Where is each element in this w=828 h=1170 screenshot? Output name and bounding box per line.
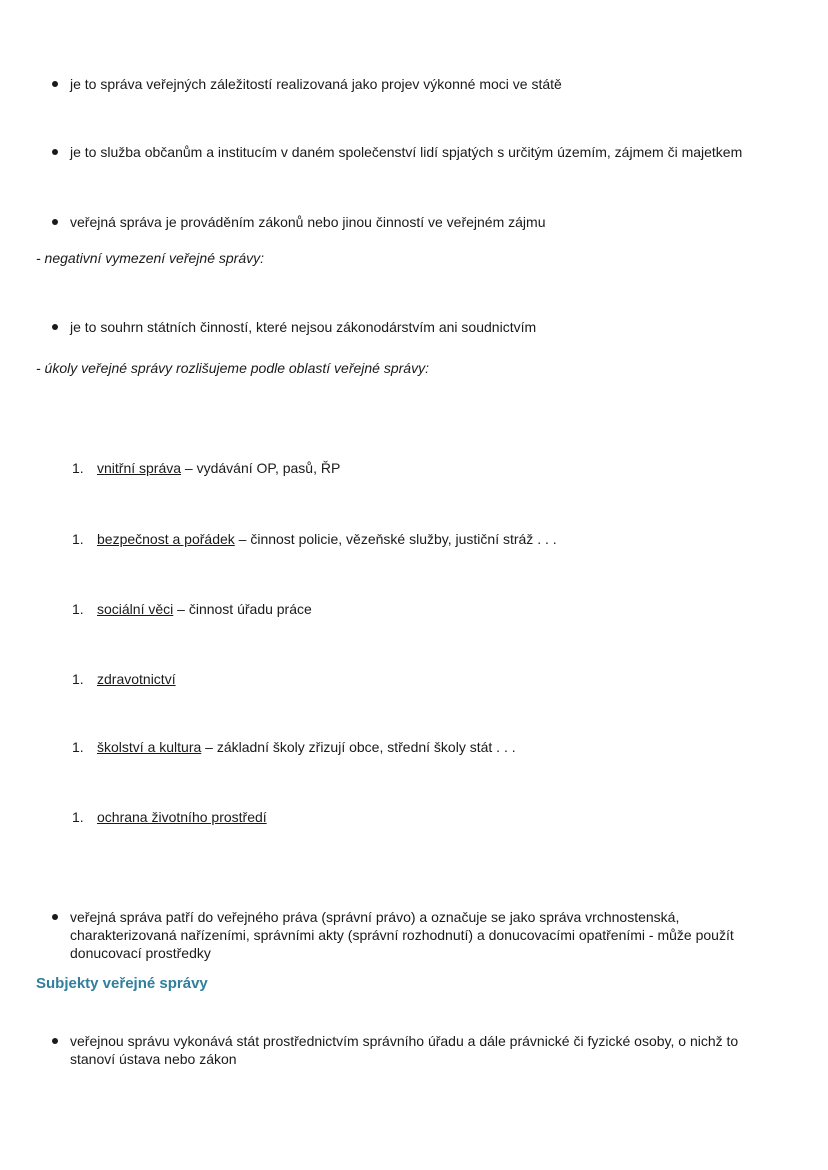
item-rest: – vydávání OP, pasů, ŘP <box>181 460 341 476</box>
numbered-item-socialni-veci <box>72 600 312 618</box>
numbered-item-zivotni-prostredi <box>72 808 267 826</box>
section-heading-subjekty: Subjekty veřejné správy <box>36 975 208 992</box>
bullet-icon <box>52 219 58 225</box>
item-number: 1. <box>72 601 84 617</box>
item-rest: – činnost úřadu práce <box>173 601 312 617</box>
bullet-icon <box>52 1038 58 1044</box>
bullet-text: veřejnou správu vykonává stát prostřednictvím správního úřadu a dále právnické či fyzické osoby, o nichž to stanoví ústava nebo zákon <box>70 1033 739 1067</box>
item-term: ochrana životního prostředí <box>97 809 267 825</box>
bullet-icon <box>52 914 58 920</box>
item-term: vnitřní správa <box>97 460 182 476</box>
negative-definition-bullet <box>52 318 536 336</box>
bullet-icon <box>52 81 58 87</box>
numbered-item-vnitrni-sprava <box>72 459 340 477</box>
bullet-icon <box>52 324 58 330</box>
item-number: 1. <box>72 739 84 755</box>
bullet-text: je to služba občanům a institucím v daném společenství lidí spjatých s určitým územím, zájmem či majetkem <box>70 144 743 160</box>
bullet-text: veřejná správa je prováděním zákonů nebo jinou činností ve veřejném zájmu <box>70 214 546 230</box>
item-term: bezpečnost a pořádek <box>97 531 235 547</box>
item-number: 1. <box>72 671 84 687</box>
definition-bullet-1 <box>52 75 562 93</box>
bullet-icon <box>52 149 58 155</box>
item-term: školství a kultura <box>97 739 202 755</box>
note-tasks: - úkoly veřejné správy rozlišujeme podle oblastí veřejné správy: <box>36 360 429 376</box>
item-number: 1. <box>72 460 84 476</box>
numbered-item-zdravotnictvi <box>72 670 176 688</box>
item-term: zdravotnictví <box>97 671 176 687</box>
item-rest: – základní školy zřizují obce, střední školy stát . . . <box>201 739 516 755</box>
item-rest: – činnost policie, vězeňské služby, justiční stráž . . . <box>234 531 557 547</box>
definition-bullet-3 <box>52 213 546 231</box>
subjects-bullet <box>52 1032 760 1068</box>
numbered-item-skolstvi <box>72 738 516 756</box>
summary-bullet <box>52 908 760 962</box>
definition-bullet-2 <box>52 143 742 161</box>
item-number: 1. <box>72 809 84 825</box>
bullet-text: veřejná správa patří do veřejného práva (správní právo) a označuje se jako správa vrchnostenská, charakterizovaná nařízeními, správními akty (správní rozhodnutí) a donucovacími opatřeními - může použít donucovací prostředky <box>70 909 734 961</box>
note-negative-definition: - negativní vymezení veřejné správy: <box>36 250 264 266</box>
bullet-text: je to správa veřejných záležitostí realizovaná jako projev výkonné moci ve státě <box>70 76 562 92</box>
item-number: 1. <box>72 531 84 547</box>
item-term: sociální věci <box>97 601 174 617</box>
numbered-item-bezpecnost <box>72 530 557 548</box>
bullet-text: je to souhrn státních činností, které nejsou zákonodárstvím ani soudnictvím <box>70 319 537 335</box>
